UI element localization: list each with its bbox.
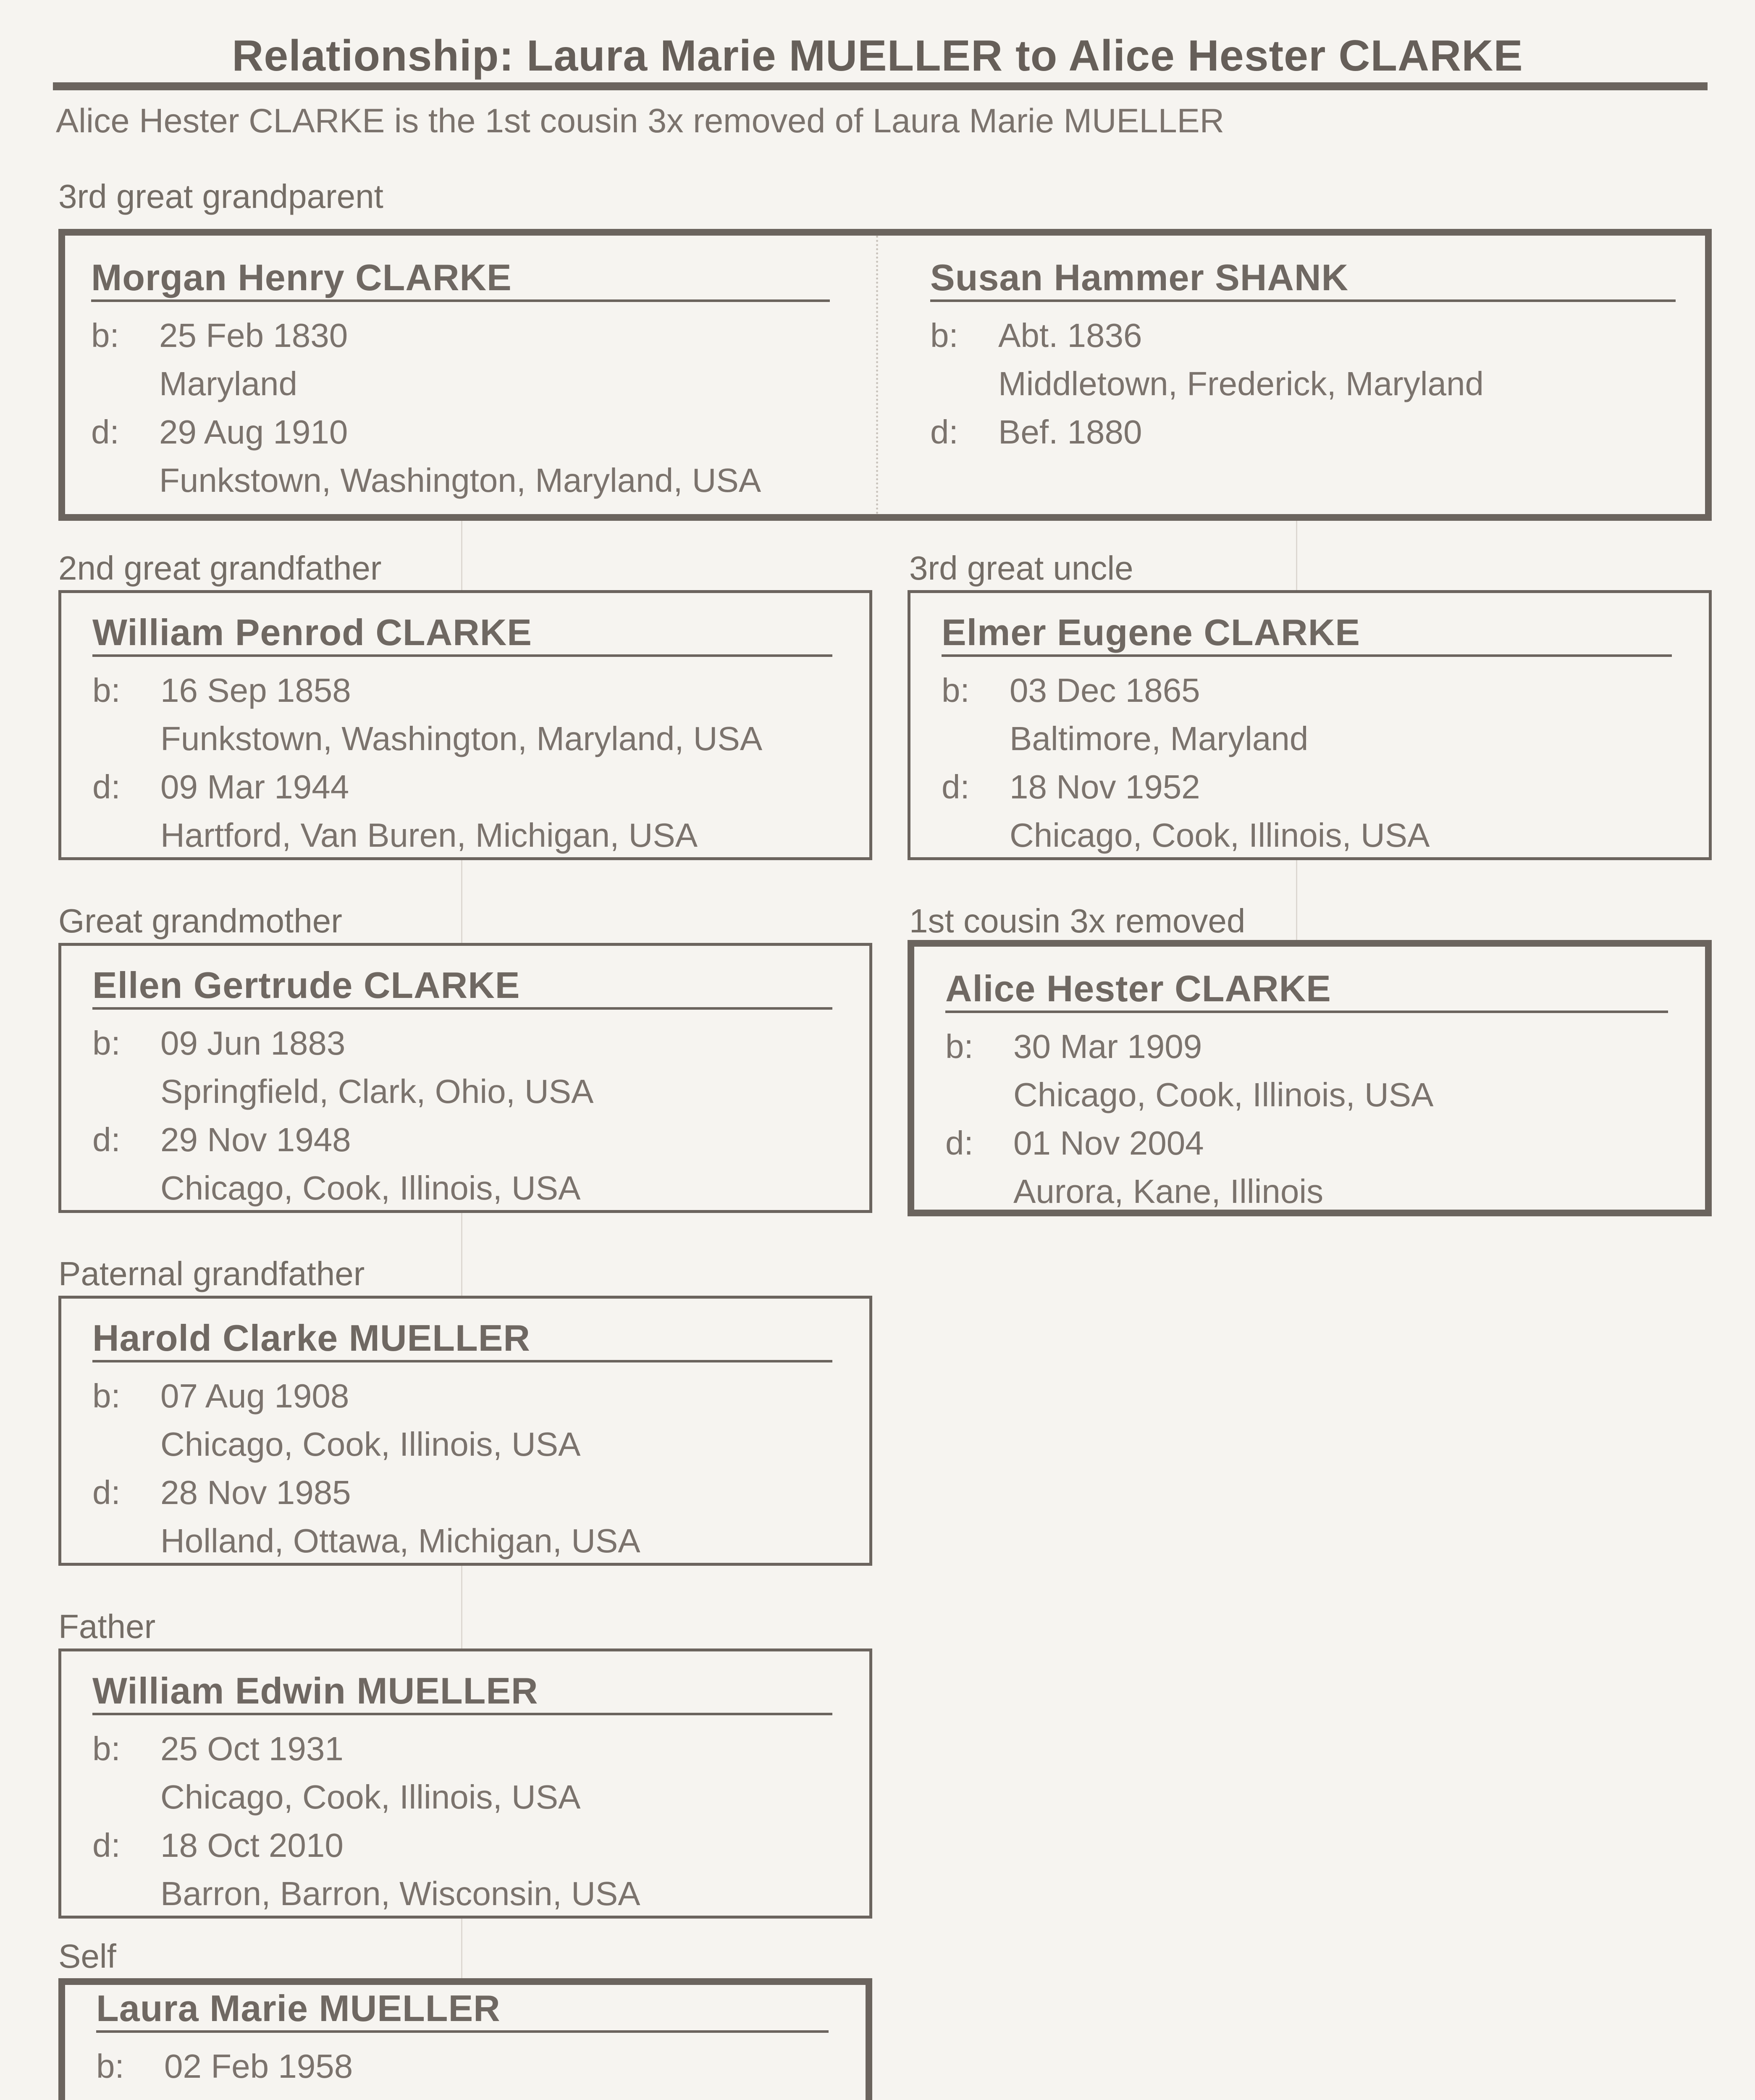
person-box-couple-clarke-shank (58, 229, 1712, 521)
birth-place: Baltimore, Maryland (1010, 720, 1309, 757)
death-label: d: (92, 1474, 121, 1511)
person-box-harold-clarke-mueller (58, 1296, 872, 1566)
couple-cell-right (876, 236, 1705, 514)
connector-line (461, 1919, 462, 1978)
person-box-william-edwin-mueller (58, 1648, 872, 1919)
birth-row (92, 672, 853, 709)
generation-label: Self (58, 1937, 116, 1975)
death-date: 28 Nov 1985 (160, 1474, 351, 1511)
person-box-alice-hester-clarke (908, 940, 1712, 1216)
birth-label: b: (930, 317, 958, 354)
birth-date: 25 Oct 1931 (160, 1730, 344, 1767)
death-date: 09 Mar 1944 (160, 768, 349, 806)
person-name: Alice Hester CLARKE (945, 968, 1331, 1009)
death-place: Funkstown, Washington, Maryland, USA (159, 462, 761, 499)
birth-date: 02 Feb 1958 (164, 2048, 353, 2085)
generation-label: 3rd great uncle (909, 549, 1133, 587)
connector-line (1296, 521, 1297, 590)
name-underline (92, 1713, 832, 1715)
birth-place: Middletown, Frederick, Maryland (998, 365, 1484, 402)
birth-date: Abt. 1836 (998, 317, 1142, 354)
birth-place: Chicago, Cook, Illinois, USA (160, 1778, 581, 1816)
birth-place: Maryland (159, 365, 298, 402)
person-name: Laura Marie MUELLER (96, 1987, 501, 2029)
birth-date: 16 Sep 1858 (160, 672, 351, 709)
person-name: Morgan Henry CLARKE (91, 257, 512, 298)
birth-row (945, 1028, 1688, 1065)
connector-line (461, 1566, 462, 1648)
birth-label: b: (92, 672, 121, 709)
birth-place: Funkstown, Washington, Maryland, USA (160, 720, 763, 757)
birth-row (92, 1730, 853, 1767)
person-name: Susan Hammer SHANK (930, 257, 1349, 298)
death-date: 18 Nov 1952 (1010, 768, 1200, 806)
relationship-summary: Alice Hester CLARKE is the 1st cousin 3x removed of Laura Marie MUELLER (56, 102, 1225, 140)
birth-label: b: (942, 672, 970, 709)
birth-date: 09 Jun 1883 (160, 1024, 346, 1062)
name-underline (92, 654, 832, 657)
death-label: d: (945, 1124, 973, 1162)
generation-label: Father (58, 1608, 156, 1645)
death-label: d: (942, 768, 970, 806)
birth-place: Springfield, Clark, Ohio, USA (160, 1073, 594, 1110)
death-row (91, 414, 859, 451)
person-box-ellen-gertrude-clarke (58, 943, 872, 1213)
generation-label: 2nd great grandfather (58, 549, 382, 587)
death-date: 01 Nov 2004 (1013, 1124, 1204, 1162)
death-label: d: (91, 413, 119, 451)
name-underline (92, 1007, 832, 1010)
generation-label: 1st cousin 3x removed (909, 902, 1246, 940)
death-place: Chicago, Cook, Illinois, USA (160, 1169, 581, 1207)
relationship-title: Relationship: Laura Marie MUELLER to Alice Hester CLARKE (232, 32, 1523, 80)
name-underline (930, 299, 1676, 302)
birth-place: Chicago, Cook, Illinois, USA (160, 1425, 581, 1463)
connector-line (461, 521, 462, 590)
death-row (930, 414, 1688, 451)
death-label: d: (92, 1121, 121, 1158)
death-label: d: (92, 768, 121, 806)
death-row (92, 1827, 853, 1864)
connector-line (461, 860, 462, 943)
birth-row (91, 317, 859, 354)
birth-label: b: (96, 2048, 124, 2085)
generation-label: Great grandmother (58, 902, 342, 940)
birth-row (92, 1378, 853, 1415)
birth-label: b: (92, 1377, 121, 1415)
person-box-elmer-eugene-clarke (908, 590, 1712, 860)
birth-row (942, 672, 1692, 709)
birth-date: 07 Aug 1908 (160, 1377, 349, 1415)
death-row (945, 1125, 1688, 1162)
birth-date: 25 Feb 1830 (159, 317, 348, 354)
death-date: Bef. 1880 (998, 413, 1142, 451)
couple-cell-left (65, 236, 876, 514)
death-place: Barron, Barron, Wisconsin, USA (160, 1875, 640, 1912)
death-row (92, 1121, 853, 1158)
birth-row (96, 2048, 849, 2085)
death-row (92, 769, 853, 806)
death-place: Chicago, Cook, Illinois, USA (1010, 816, 1430, 854)
death-label: d: (930, 413, 958, 451)
connector-line (461, 1213, 462, 1296)
birth-row (930, 317, 1688, 354)
death-row (942, 769, 1692, 806)
person-name: William Edwin MUELLER (92, 1670, 538, 1712)
birth-place: Chicago, Cook, Illinois, USA (1013, 1076, 1434, 1113)
birth-label: b: (945, 1028, 973, 1065)
name-underline (945, 1011, 1668, 1013)
name-underline (942, 654, 1672, 657)
person-name: William Penrod CLARKE (92, 612, 532, 653)
person-name: Harold Clarke MUELLER (92, 1317, 530, 1359)
title-rule (53, 82, 1708, 90)
death-row (92, 1474, 853, 1511)
birth-date: 30 Mar 1909 (1013, 1028, 1202, 1065)
birth-label: b: (92, 1024, 121, 1062)
name-underline (91, 299, 830, 302)
death-date: 29 Nov 1948 (160, 1121, 351, 1158)
person-box-laura-marie-mueller (58, 1978, 872, 2100)
birth-date: 03 Dec 1865 (1010, 672, 1200, 709)
death-date: 18 Oct 2010 (160, 1827, 344, 1864)
birth-label: b: (92, 1730, 121, 1767)
death-place: Holland, Ottawa, Michigan, USA (160, 1522, 640, 1559)
birth-label: b: (91, 317, 119, 354)
person-box-william-penrod-clarke (58, 590, 872, 860)
birth-row (92, 1025, 853, 1062)
person-name: Ellen Gertrude CLARKE (92, 964, 520, 1006)
connector-line (1296, 860, 1297, 940)
name-underline (92, 1360, 832, 1362)
generation-label: 3rd great grandparent (58, 178, 383, 215)
death-place: Hartford, Van Buren, Michigan, USA (160, 816, 698, 854)
name-underline (96, 2030, 829, 2033)
death-label: d: (92, 1827, 121, 1864)
death-date: 29 Aug 1910 (159, 413, 348, 451)
death-place: Aurora, Kane, Illinois (1013, 1173, 1324, 1210)
person-name: Elmer Eugene CLARKE (942, 612, 1360, 653)
generation-label: Paternal grandfather (58, 1255, 365, 1292)
